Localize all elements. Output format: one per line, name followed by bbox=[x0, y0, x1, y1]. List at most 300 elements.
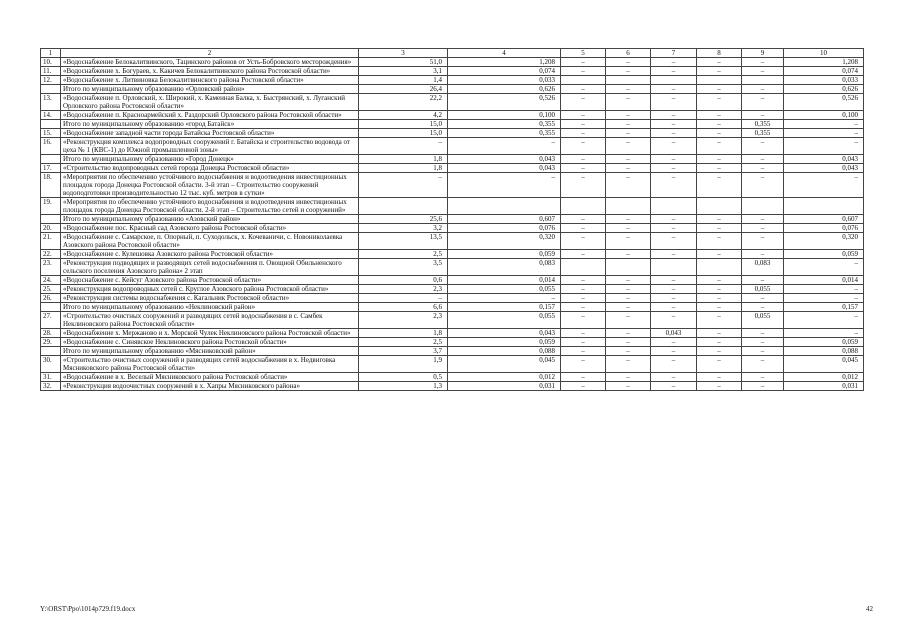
value-cell bbox=[561, 76, 606, 85]
value-cell: 26,4 bbox=[359, 85, 448, 94]
table-row bbox=[41, 338, 864, 347]
value-cell: 0,626 bbox=[784, 85, 864, 94]
value-cell: – bbox=[651, 85, 697, 94]
header-cell: 5 bbox=[561, 49, 606, 58]
description-cell: «Водоснабжение п. Орловский, х. Широкий, х. Каменная Балка, х. Быстрянский, х. Луганский Орловского района Ростовской области» bbox=[61, 94, 359, 111]
value-cell: 1,4 bbox=[359, 76, 448, 85]
value-cell: – bbox=[697, 173, 742, 198]
value-cell: – bbox=[606, 285, 651, 294]
value-cell: – bbox=[606, 373, 651, 382]
row-number-cell: 21. bbox=[41, 233, 61, 250]
table-row bbox=[41, 224, 864, 233]
description-cell: «Мероприятия по обеспечению устойчивого водоснабжения и водоотведения инвестиционных площадок города Донецка Ростовской области. 3-й этап – Строительство сооружений водоподготовки производительностью 12 тыс. куб. метров в сутки» bbox=[61, 173, 359, 198]
value-cell: – bbox=[606, 120, 651, 129]
header-cell: 4 bbox=[448, 49, 561, 58]
value-cell: – bbox=[697, 250, 742, 259]
value-cell: 0,076 bbox=[784, 224, 864, 233]
value-cell: 0,088 bbox=[784, 347, 864, 356]
row-number-cell: 12. bbox=[41, 76, 61, 85]
value-cell: – bbox=[697, 382, 742, 391]
row-number-cell: 31. bbox=[41, 373, 61, 382]
value-cell: 0,014 bbox=[784, 276, 864, 285]
header-cell: 1 bbox=[41, 49, 61, 58]
value-cell: – bbox=[359, 173, 448, 198]
value-cell: – bbox=[651, 173, 697, 198]
value-cell: – bbox=[606, 250, 651, 259]
subtotal-row bbox=[41, 85, 864, 94]
value-cell: – bbox=[561, 356, 606, 373]
value-cell: – bbox=[606, 138, 651, 155]
value-cell: – bbox=[784, 294, 864, 303]
subtotal-row bbox=[41, 303, 864, 312]
value-cell: – bbox=[697, 138, 742, 155]
value-cell bbox=[606, 198, 651, 215]
value-cell: 0,526 bbox=[784, 94, 864, 111]
value-cell: 0,012 bbox=[784, 373, 864, 382]
value-cell: – bbox=[561, 303, 606, 312]
value-cell: – bbox=[561, 347, 606, 356]
value-cell: – bbox=[606, 294, 651, 303]
value-cell: – bbox=[742, 155, 784, 164]
description-cell: Итого по муниципальному образованию «Азовский район» bbox=[61, 215, 359, 224]
value-cell: 6,6 bbox=[359, 303, 448, 312]
value-cell: 0,059 bbox=[784, 338, 864, 347]
value-cell: 0,355 bbox=[742, 129, 784, 138]
description-cell: «Водоснабжение Белокалитвинского, Тацинского районов от Усть-Бобровского месторождения» bbox=[61, 58, 359, 67]
value-cell: 0,055 bbox=[742, 285, 784, 294]
value-cell: 0,355 bbox=[448, 120, 561, 129]
header-row bbox=[41, 49, 864, 58]
value-cell: – bbox=[742, 138, 784, 155]
value-cell: – bbox=[742, 67, 784, 76]
value-cell: 0,083 bbox=[742, 259, 784, 276]
description-cell: «Водоснабжение х. Богураев, х. Какичев Белокалитвинского района Ростовской области» bbox=[61, 67, 359, 76]
value-cell: – bbox=[651, 356, 697, 373]
value-cell: – bbox=[606, 67, 651, 76]
value-cell: 0,074 bbox=[784, 67, 864, 76]
value-cell: – bbox=[697, 356, 742, 373]
value-cell: – bbox=[606, 164, 651, 173]
value-cell: – bbox=[742, 58, 784, 67]
value-cell bbox=[606, 76, 651, 85]
value-cell: 0,043 bbox=[784, 164, 864, 173]
value-cell: 0,607 bbox=[448, 215, 561, 224]
value-cell: – bbox=[697, 155, 742, 164]
value-cell: 0,033 bbox=[448, 76, 561, 85]
value-cell: 0,083 bbox=[448, 259, 561, 276]
value-cell: 13,5 bbox=[359, 233, 448, 250]
value-cell: – bbox=[742, 111, 784, 120]
value-cell: – bbox=[561, 215, 606, 224]
table-row bbox=[41, 259, 864, 276]
value-cell: 0,059 bbox=[448, 338, 561, 347]
value-cell: 0,033 bbox=[784, 76, 864, 85]
description-cell: «Реконструкция системы водоснабжения с. Кагальник Ростовской области» bbox=[61, 294, 359, 303]
value-cell: 0,055 bbox=[742, 312, 784, 329]
value-cell: – bbox=[359, 138, 448, 155]
value-cell: – bbox=[561, 373, 606, 382]
value-cell: – bbox=[606, 173, 651, 198]
subtotal-row bbox=[41, 347, 864, 356]
value-cell: – bbox=[651, 58, 697, 67]
header-cell: 2 bbox=[61, 49, 359, 58]
value-cell: 4,2 bbox=[359, 111, 448, 120]
value-cell: – bbox=[697, 347, 742, 356]
value-cell: – bbox=[742, 233, 784, 250]
description-cell: «Водоснабжение с. Самарское, п. Опорный, п. Суходольск, х. Кочеваничи, с. Новониколаевка Азовского района Ростовской области» bbox=[61, 233, 359, 250]
value-cell: – bbox=[359, 294, 448, 303]
description-cell: «Водоснабжение х. Мержаново и х. Морской Чулек Неклиновского района Ростовской области» bbox=[61, 329, 359, 338]
table-row bbox=[41, 276, 864, 285]
description-cell: «Водоснабжение с. Кулешовка Азовского района Ростовской области» bbox=[61, 250, 359, 259]
document-table bbox=[40, 48, 864, 391]
value-cell: – bbox=[784, 138, 864, 155]
value-cell: – bbox=[742, 356, 784, 373]
value-cell: – bbox=[651, 382, 697, 391]
value-cell: – bbox=[606, 276, 651, 285]
value-cell bbox=[784, 198, 864, 215]
row-number-cell bbox=[41, 120, 61, 129]
value-cell: 1,9 bbox=[359, 356, 448, 373]
value-cell: 0,012 bbox=[448, 373, 561, 382]
value-cell: 3,1 bbox=[359, 67, 448, 76]
value-cell: – bbox=[606, 155, 651, 164]
value-cell: 1,208 bbox=[448, 58, 561, 67]
table-row bbox=[41, 294, 864, 303]
value-cell: 0,320 bbox=[448, 233, 561, 250]
table-row bbox=[41, 329, 864, 338]
value-cell: – bbox=[742, 303, 784, 312]
value-cell: 0,074 bbox=[448, 67, 561, 76]
value-cell: – bbox=[742, 215, 784, 224]
value-cell: – bbox=[651, 120, 697, 129]
description-cell: Итого по муниципальному образованию «Мясниковский район» bbox=[61, 347, 359, 356]
value-cell: – bbox=[606, 382, 651, 391]
row-number-cell: 27. bbox=[41, 312, 61, 329]
value-cell: 2,5 bbox=[359, 338, 448, 347]
value-cell: – bbox=[561, 129, 606, 138]
value-cell: – bbox=[561, 173, 606, 198]
value-cell: 1,8 bbox=[359, 329, 448, 338]
value-cell: – bbox=[561, 382, 606, 391]
value-cell: – bbox=[651, 338, 697, 347]
value-cell: – bbox=[697, 276, 742, 285]
value-cell: 1,3 bbox=[359, 382, 448, 391]
value-cell: – bbox=[651, 164, 697, 173]
value-cell: – bbox=[651, 373, 697, 382]
value-cell: – bbox=[651, 138, 697, 155]
table-row bbox=[41, 233, 864, 250]
table-row bbox=[41, 129, 864, 138]
subtotal-row bbox=[41, 120, 864, 129]
table-row bbox=[41, 67, 864, 76]
value-cell: 0,626 bbox=[448, 85, 561, 94]
value-cell: – bbox=[606, 111, 651, 120]
value-cell: – bbox=[561, 138, 606, 155]
description-cell: Итого по муниципальному образованию «Орловский район» bbox=[61, 85, 359, 94]
value-cell: – bbox=[561, 276, 606, 285]
value-cell: 0,055 bbox=[448, 285, 561, 294]
row-number-cell bbox=[41, 215, 61, 224]
value-cell: – bbox=[651, 129, 697, 138]
value-cell: – bbox=[561, 329, 606, 338]
value-cell bbox=[606, 259, 651, 276]
description-cell: «Водоснабжение западной части города Батайска Ростовской области» bbox=[61, 129, 359, 138]
value-cell: – bbox=[742, 85, 784, 94]
value-cell: 0,6 bbox=[359, 276, 448, 285]
row-number-cell: 18. bbox=[41, 173, 61, 198]
value-cell bbox=[697, 259, 742, 276]
value-cell: 0,607 bbox=[784, 215, 864, 224]
value-cell: – bbox=[606, 215, 651, 224]
value-cell: – bbox=[742, 224, 784, 233]
value-cell: – bbox=[561, 120, 606, 129]
value-cell: 1,8 bbox=[359, 155, 448, 164]
value-cell: – bbox=[651, 347, 697, 356]
row-number-cell: 22. bbox=[41, 250, 61, 259]
subtotal-row bbox=[41, 215, 864, 224]
value-cell: 2,3 bbox=[359, 285, 448, 294]
value-cell: 1,208 bbox=[784, 58, 864, 67]
value-cell: – bbox=[697, 215, 742, 224]
value-cell: – bbox=[697, 312, 742, 329]
header-cell: 9 bbox=[742, 49, 784, 58]
value-cell: 0,043 bbox=[448, 164, 561, 173]
value-cell: – bbox=[697, 120, 742, 129]
value-cell bbox=[742, 198, 784, 215]
row-number-cell: 30. bbox=[41, 356, 61, 373]
table-row bbox=[41, 76, 864, 85]
value-cell bbox=[561, 198, 606, 215]
value-cell: 15,0 bbox=[359, 129, 448, 138]
header-cell: 7 bbox=[651, 49, 697, 58]
value-cell: 0,5 bbox=[359, 373, 448, 382]
value-cell: 0,100 bbox=[448, 111, 561, 120]
description-cell: «Водоснабжение пос. Красный сад Азовского района Ростовской области» bbox=[61, 224, 359, 233]
value-cell: 51,0 bbox=[359, 58, 448, 67]
description-cell: Итого по муниципальному образованию «город Батайск» bbox=[61, 120, 359, 129]
row-number-cell bbox=[41, 303, 61, 312]
row-number-cell: 14. bbox=[41, 111, 61, 120]
value-cell: – bbox=[651, 215, 697, 224]
row-number-cell: 28. bbox=[41, 329, 61, 338]
value-cell: 0,157 bbox=[784, 303, 864, 312]
value-cell: – bbox=[784, 173, 864, 198]
table-row bbox=[41, 285, 864, 294]
value-cell: 0,355 bbox=[448, 129, 561, 138]
value-cell: 0,031 bbox=[448, 382, 561, 391]
header-cell: 3 bbox=[359, 49, 448, 58]
value-cell bbox=[697, 76, 742, 85]
row-number-cell: 16. bbox=[41, 138, 61, 155]
value-cell: – bbox=[651, 233, 697, 250]
table-row bbox=[41, 198, 864, 215]
value-cell: – bbox=[606, 94, 651, 111]
value-cell: – bbox=[742, 347, 784, 356]
value-cell: – bbox=[697, 294, 742, 303]
value-cell: – bbox=[697, 303, 742, 312]
value-cell: – bbox=[651, 250, 697, 259]
value-cell: – bbox=[561, 338, 606, 347]
value-cell: – bbox=[561, 111, 606, 120]
value-cell: – bbox=[606, 129, 651, 138]
value-cell: 2,5 bbox=[359, 250, 448, 259]
value-cell: – bbox=[606, 58, 651, 67]
row-number-cell: 19. bbox=[41, 198, 61, 215]
value-cell: – bbox=[561, 285, 606, 294]
value-cell: – bbox=[651, 294, 697, 303]
value-cell: – bbox=[784, 129, 864, 138]
value-cell: – bbox=[651, 94, 697, 111]
description-cell: «Водоснабжение с. Кейсуг Азовского района Ростовской области» bbox=[61, 276, 359, 285]
description-cell: «Строительство водопроводных сетей города Донецка Ростовской области» bbox=[61, 164, 359, 173]
value-cell: – bbox=[697, 329, 742, 338]
value-cell bbox=[651, 76, 697, 85]
value-cell: 0,045 bbox=[448, 356, 561, 373]
table-row bbox=[41, 173, 864, 198]
row-number-cell: 15. bbox=[41, 129, 61, 138]
row-number-cell: 26. bbox=[41, 294, 61, 303]
value-cell: – bbox=[606, 329, 651, 338]
value-cell: – bbox=[742, 382, 784, 391]
value-cell: – bbox=[606, 303, 651, 312]
value-cell: 3,2 bbox=[359, 224, 448, 233]
description-cell: «Реконструкция подводящих и разводящих сетей водоснабжения п. Овощной Обильненского сельского поселения Азовского района» 2 этап bbox=[61, 259, 359, 276]
value-cell: 0,088 bbox=[448, 347, 561, 356]
description-cell: «Водоснабжение п. Красноармейский х. Раздорский Орловского района Ростовской области» bbox=[61, 111, 359, 120]
footer-file-path: Y:\ORST\Ppo\1014p729.f19.docx bbox=[40, 605, 136, 613]
value-cell: 0,055 bbox=[448, 312, 561, 329]
value-cell: – bbox=[606, 312, 651, 329]
header-cell: 8 bbox=[697, 49, 742, 58]
row-number-cell: 20. bbox=[41, 224, 61, 233]
value-cell: – bbox=[697, 233, 742, 250]
value-cell: – bbox=[697, 224, 742, 233]
table-row bbox=[41, 382, 864, 391]
page-number: 42 bbox=[866, 605, 873, 613]
description-cell: «Мероприятия по обеспечению устойчивого водоснабжения и водоотведения инвестиционных площадок города Донецка Ростовской области. 2-й этап – Строительство сетей и сооружений» bbox=[61, 198, 359, 215]
value-cell: – bbox=[742, 338, 784, 347]
value-cell: – bbox=[606, 338, 651, 347]
value-cell: – bbox=[697, 111, 742, 120]
value-cell: 1,8 bbox=[359, 164, 448, 173]
value-cell: – bbox=[742, 294, 784, 303]
description-cell: «Реконструкция водоочистных сооружений в х. Хапры Мясниковского района» bbox=[61, 382, 359, 391]
value-cell: 3,7 bbox=[359, 347, 448, 356]
description-cell: Итого по муниципальному образованию «Город Донецк» bbox=[61, 155, 359, 164]
value-cell: 25,6 bbox=[359, 215, 448, 224]
value-cell bbox=[651, 259, 697, 276]
value-cell: – bbox=[651, 111, 697, 120]
description-cell: «Строительство очистных сооружений и разводящих сетей водоснабжения в с. Самбек Неклиновского района Ростовской области» bbox=[61, 312, 359, 329]
row-number-cell: 32. bbox=[41, 382, 61, 391]
value-cell: – bbox=[742, 329, 784, 338]
value-cell: – bbox=[561, 164, 606, 173]
value-cell: – bbox=[606, 233, 651, 250]
table-row bbox=[41, 312, 864, 329]
value-cell: – bbox=[651, 285, 697, 294]
table-row bbox=[41, 164, 864, 173]
value-cell: 22,2 bbox=[359, 94, 448, 111]
value-cell: 0,076 bbox=[448, 224, 561, 233]
value-cell: – bbox=[606, 85, 651, 94]
value-cell: 0,043 bbox=[448, 329, 561, 338]
value-cell: – bbox=[561, 312, 606, 329]
header-cell: 10 bbox=[784, 49, 864, 58]
value-cell: – bbox=[697, 164, 742, 173]
description-cell: «Реконструкция комплекса водопроводных сооружений г. Батайска и строительство водовода от цеха № 1 (КВС-1) до Южной промышленной зоны» bbox=[61, 138, 359, 155]
value-cell: 15,0 bbox=[359, 120, 448, 129]
table-row bbox=[41, 138, 864, 155]
value-cell: – bbox=[784, 120, 864, 129]
value-cell: – bbox=[697, 58, 742, 67]
value-cell: – bbox=[561, 155, 606, 164]
value-cell bbox=[359, 198, 448, 215]
value-cell: – bbox=[742, 373, 784, 382]
description-cell: «Строительство очистных сооружений и разводящих сетей водоснабжения в х. Недвиговка Мясниковского района Ростовской области» bbox=[61, 356, 359, 373]
value-cell bbox=[697, 198, 742, 215]
description-cell: «Водоснабжение в х. Веселый Мясниковского района Ростовской области» bbox=[61, 373, 359, 382]
row-number-cell: 17. bbox=[41, 164, 61, 173]
value-cell: – bbox=[784, 329, 864, 338]
table-row bbox=[41, 250, 864, 259]
row-number-cell: 29. bbox=[41, 338, 61, 347]
value-cell bbox=[448, 198, 561, 215]
value-cell: – bbox=[651, 276, 697, 285]
value-cell: – bbox=[697, 373, 742, 382]
description-cell: «Водоснабжение с. Синявское Неклиновского района Ростовской области» bbox=[61, 338, 359, 347]
row-number-cell bbox=[41, 85, 61, 94]
table-row bbox=[41, 111, 864, 120]
value-cell: – bbox=[742, 250, 784, 259]
value-cell: 0,043 bbox=[448, 155, 561, 164]
value-cell: – bbox=[561, 294, 606, 303]
value-cell: 0,014 bbox=[448, 276, 561, 285]
description-cell: «Реконструкция водопроводных сетей с. Круглое Азовского района Ростовской области» bbox=[61, 285, 359, 294]
table-row bbox=[41, 94, 864, 111]
value-cell: – bbox=[697, 85, 742, 94]
row-number-cell: 23. bbox=[41, 259, 61, 276]
value-cell bbox=[561, 259, 606, 276]
value-cell: – bbox=[784, 285, 864, 294]
value-cell: 3,5 bbox=[359, 259, 448, 276]
value-cell: – bbox=[697, 129, 742, 138]
value-cell: 0,031 bbox=[784, 382, 864, 391]
value-cell: 0,043 bbox=[651, 329, 697, 338]
value-cell: 0,043 bbox=[784, 155, 864, 164]
value-cell: – bbox=[742, 164, 784, 173]
value-cell: 0,157 bbox=[448, 303, 561, 312]
value-cell: – bbox=[606, 347, 651, 356]
value-cell: – bbox=[561, 67, 606, 76]
row-number-cell bbox=[41, 155, 61, 164]
value-cell: – bbox=[697, 67, 742, 76]
value-cell bbox=[651, 198, 697, 215]
table-row bbox=[41, 356, 864, 373]
value-cell: – bbox=[561, 94, 606, 111]
row-number-cell: 10. bbox=[41, 58, 61, 67]
row-number-cell: 13. bbox=[41, 94, 61, 111]
value-cell: – bbox=[651, 224, 697, 233]
value-cell: – bbox=[651, 312, 697, 329]
row-number-cell bbox=[41, 347, 61, 356]
value-cell: – bbox=[561, 85, 606, 94]
value-cell: – bbox=[561, 233, 606, 250]
row-number-cell: 24. bbox=[41, 276, 61, 285]
value-cell bbox=[742, 76, 784, 85]
value-cell: – bbox=[651, 155, 697, 164]
value-cell: – bbox=[742, 173, 784, 198]
